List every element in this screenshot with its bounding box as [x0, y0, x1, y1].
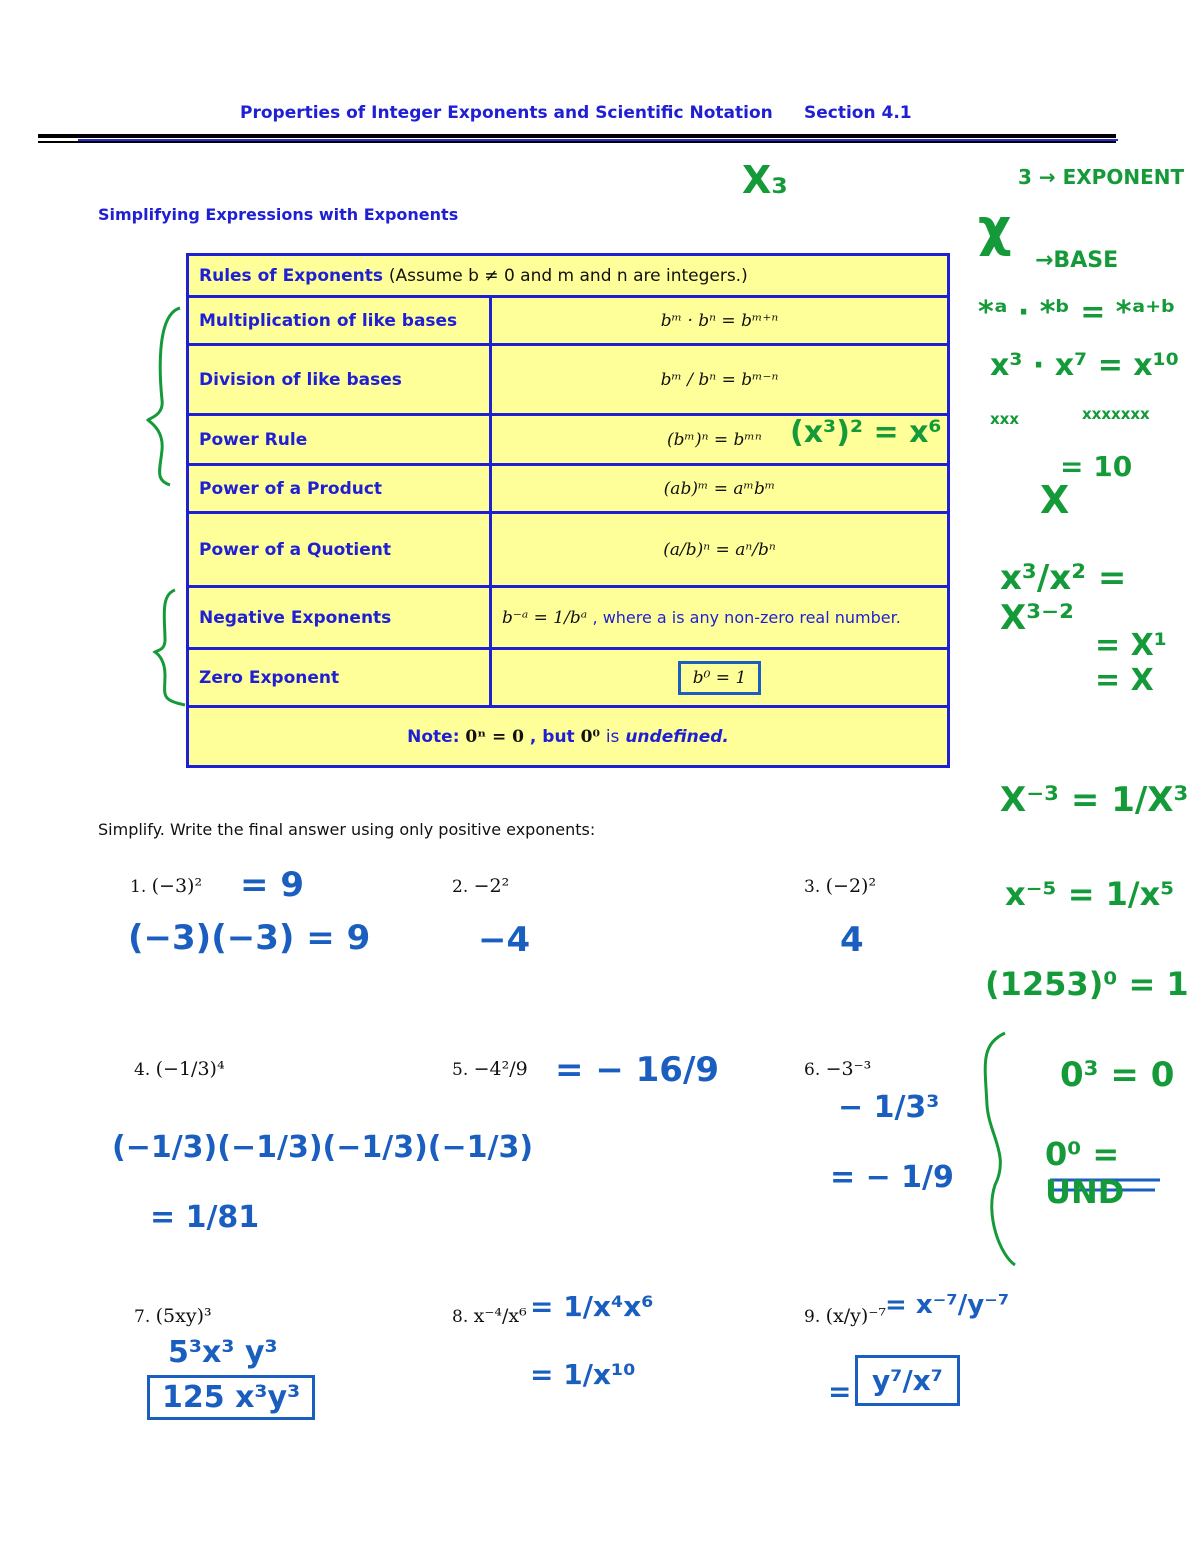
hw-answer-9: = x⁻⁷/y⁻⁷ — [885, 1290, 1010, 1320]
hw-base-label: →BASE — [1035, 248, 1119, 273]
rule-name-zero: Zero Exponent — [188, 649, 491, 707]
hw-div-example: x³/x² = X³⁻² — [1000, 558, 1127, 638]
brace-annotations — [140, 300, 190, 720]
table-title: Rules of Exponents (Assume b ≠ 0 and m and n are integers.) — [188, 255, 949, 297]
hw-answer-6: − 1/3³ — [838, 1090, 940, 1125]
problem-2: 2. −2² — [452, 875, 510, 897]
hw-neg3: X⁻³ = 1/X³ — [1000, 780, 1189, 820]
rule-formula-multiplication: bᵐ · bⁿ = bᵐ⁺ⁿ — [491, 297, 949, 345]
hw-answer-4b: = 1/81 — [150, 1200, 260, 1235]
rule-name-division: Division of like bases — [188, 345, 491, 415]
subtitle: Simplifying Expressions with Exponents — [98, 205, 459, 224]
hw-answer-3: 4 — [840, 920, 864, 960]
hw-answer-1b: (−3)(−3) = 9 — [128, 918, 371, 958]
rule-name-multiplication: Multiplication of like bases — [188, 297, 491, 345]
hw-x3: X₃ — [742, 158, 788, 202]
hw-div-result: = X¹ = X — [1095, 628, 1167, 698]
problem-1: 1. (−3)² — [130, 875, 203, 897]
hw-xxx: xxx — [990, 410, 1020, 428]
problem-5: 5. −4²/9 — [452, 1058, 528, 1080]
hw-answer-8: = 1/x⁴x⁶ — [530, 1290, 654, 1323]
hw-answer-9-eq: = — [828, 1375, 852, 1408]
hw-zero2: 0³ = 0 — [1060, 1055, 1175, 1095]
hw-answer-8b: = 1/x¹⁰ — [530, 1358, 636, 1391]
hw-answer-6b: = − 1/9 — [830, 1160, 954, 1195]
rules-table — [186, 253, 950, 768]
rule-formula-zero: b⁰ = 1 — [491, 649, 949, 707]
rule-name-power: Power Rule — [188, 415, 491, 465]
hw-base-var: χ — [978, 198, 1012, 258]
hw-answer-1: = 9 — [240, 865, 304, 905]
header-rule-top — [38, 134, 1116, 138]
brace-top — [148, 308, 180, 485]
brace-bottom — [155, 590, 185, 705]
hw-answer-7: 5³x³ y³ — [168, 1335, 278, 1370]
rule-formula-quotient: (a/b)ⁿ = aⁿ/bⁿ — [491, 513, 949, 587]
header-rule-blue — [78, 139, 1118, 141]
rule-formula-product: (ab)ᵐ = aᵐbᵐ — [491, 465, 949, 513]
hw-power-example: (x³)² = x⁶ — [790, 415, 942, 450]
hw-mult-rule: *ᵃ · *ᵇ = *ᵃ⁺ᵇ — [978, 295, 1176, 330]
hw-exponent-label: 3 → EXPONENT — [1018, 165, 1185, 189]
hw-mult-example: x³ · x⁷ = x¹⁰ — [990, 348, 1179, 383]
rule-name-product: Power of a Product — [188, 465, 491, 513]
problem-3: 3. (−2)² — [804, 875, 877, 897]
hw-xxxxxxx: xxxxxxx — [1082, 405, 1150, 423]
page-title: Properties of Integer Exponents and Scientific Notation — [240, 103, 773, 123]
rule-formula-power: (bᵐ)ⁿ = bᵐⁿ — [491, 415, 949, 465]
instructions: Simplify. Write the final answer using only positive exponents: — [98, 820, 596, 839]
problem-6: 6. −3⁻³ — [804, 1058, 872, 1080]
hw-answer-7b: 125 x³y³ — [147, 1375, 315, 1420]
hw-zero1: (1253)⁰ = 1 — [985, 965, 1189, 1003]
header-rule-bottom — [38, 141, 1116, 143]
hw-answer-5: = − 16/9 — [555, 1050, 720, 1090]
problem-4: 4. (−1/3)⁴ — [134, 1058, 225, 1080]
hw-zero3: 0⁰ = UND — [1045, 1135, 1125, 1211]
hw-answer-2: −4 — [478, 920, 531, 960]
hw-answer-4: (−1/3)(−1/3)(−1/3)(−1/3) — [112, 1130, 534, 1165]
rule-name-quotient: Power of a Quotient — [188, 513, 491, 587]
rule-formula-negative: b⁻ᵃ = 1/bᵃ , where a is any non-zero real number. — [491, 587, 949, 649]
problem-9: 9. (x/y)⁻⁷ — [804, 1305, 886, 1327]
rule-formula-division: bᵐ / bⁿ = bᵐ⁻ⁿ — [491, 345, 949, 415]
hw-answer-9b: y⁷/x⁷ — [855, 1355, 960, 1406]
rule-name-negative: Negative Exponents — [188, 587, 491, 649]
hw-neg5: x⁻⁵ = 1/x⁵ — [1005, 875, 1175, 913]
section-label: Section 4.1 — [804, 103, 912, 123]
problem-7: 7. (5xy)³ — [134, 1305, 212, 1327]
hw-x-base: X — [1040, 478, 1070, 522]
problem-8: 8. x⁻⁴/x⁶ — [452, 1305, 527, 1327]
table-note: Note: 0ⁿ = 0 , but 0⁰ is undefined. — [188, 707, 949, 767]
hw-eq10: = 10 — [1060, 450, 1133, 483]
